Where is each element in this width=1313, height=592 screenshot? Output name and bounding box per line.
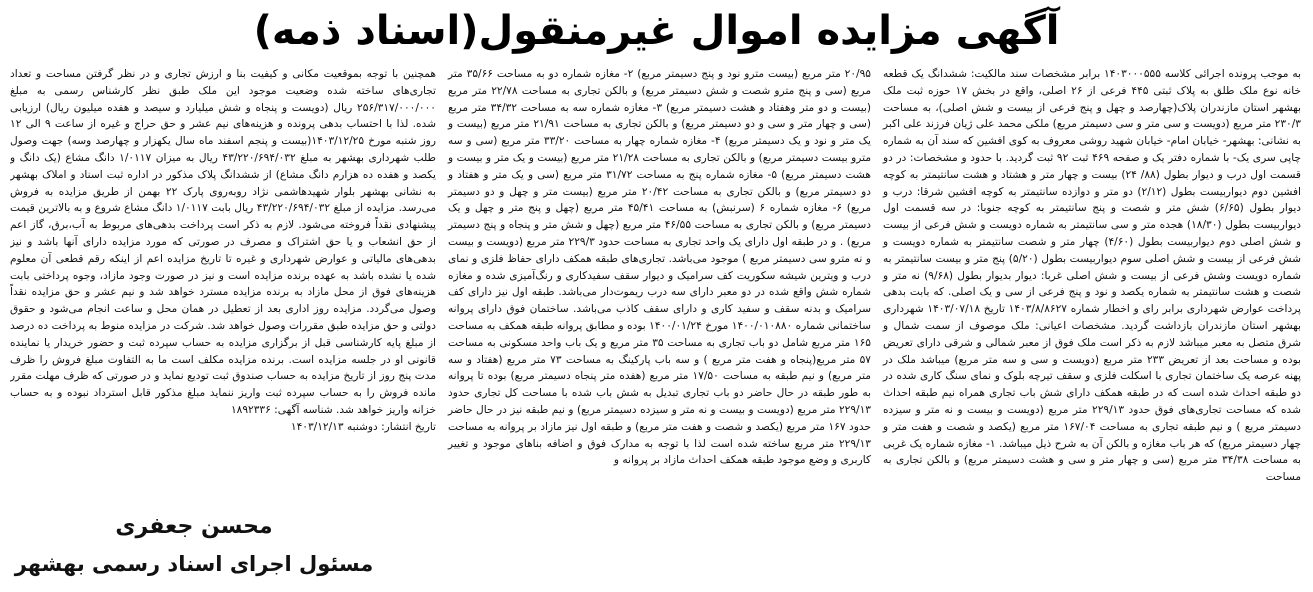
notice-columns (4, 66, 1307, 588)
notice-column-2 (442, 66, 877, 588)
column-3-paragraph: همچنین با توجه بموقعیت مکانی و کیفیت بنا و ارزش تجاری و در نظر گرفتن مساحت و تعداد تجاری‌های ساخته شده وضعیت موجود این ملک طبق نظر کارشناس رسمی به مبلغ ۲۵۶/۳۱۷/۰۰۰/۰۰۰ ریال (دویست و پنجاه و شش میلیارد و سیصد و هفده میلیون ریال) ارزیابی شده. لذا با احتساب بدهی پرونده و هزینه‌های نیم عشر و حق حراج و غیره از ساعت ۹ الی ۱۲ روز شنبه مورخ ۱۴۰۳/۱۲/۲۵(بیست و پنجم اسفند ماه سال یکهزار و چهارصد وسه) جهت وصول طلب شهرداری بهشهر به مبلغ ۴۳/۲۲۰/۶۹۴/۰۳۲ ریال به میزان ۱/۰۱۱۷ دانگ مشاع (یک دانگ و یکصد و هفده ده هزارم دانگ مشاع) از ششدانگ پلاک مذکور در اداره ثبت اسناد و املاک بهشهر به نشانی بهشهر بلوار شهیدهاشمی نژاد روبه‌روی پارک ۲۲ بهمن از طریق مزایده به فروش می‌رسد. مزایده از مبلغ ۴۳/۲۲۰/۶۹۴/۰۳۲ ریال بابت ۱/۰۱۱۷ دانگ مشاع شروع و به بالاترین قیمت پیشنهادی نقداً فروخته می‌شود. لازم به ذکر است پرداخت بدهی‌های مربوط به آب،برق، گاز اعم از حق انشعاب و یا حق اشتراک و مصرف در صورتی که مورد مزایده دارای آنها باشد و نیز بدهی‌های مالیاتی و عوارض شهرداری و غیره تا تاریخ مزایده اعم از اینکه رقم قطعی آن معلوم شده یا نشده باشد به عهده برنده مزایده است و نیز در صورت وجود مازاد، وجوه پرداختی بابت هزینه‌های فوق از محل مازاد به برنده مزایده مسترد خواهد شد و نیم عشر و حق مزایده نقداً وصول می‌گردد. مزایده روز اداری بعد از تعطیل در همان محل و ساعت انجام می‌شود و حقوق دولتی و حق مزایده طبق مقررات وصول خواهد شد. شرکت در مزایده منوط به پرداخت ده درصد از مبلغ پایه کارشناسی قبل از برگزاری مزایده به حساب سپرده ثبت و حضور خریدار یا نماینده قانونی او در جلسه مزایده است. برنده مزایده مکلف است ما به التفاوت مبلغ فروش را ظرف مدت پنج روز از تاریخ مزایده به حساب صندوق ثبت تودیع نماید و در صورتی که ظرف مهلت مقرر مانده فروش را به حساب سپرده ثبت واریز ننماید مبلغ مذکور قابل استرداد نبوده و به حساب خزانه واریز خواهد شد. شناسه آگهی: ۱۸۹۲۳۳۶ (10, 68, 436, 416)
notice-title: آگهی مزایده اموال غیرمنقول(اسناد ذمه) (253, 8, 1060, 54)
notice-column-1 (877, 66, 1307, 588)
publication-date: تاریخ انتشار: دوشنبه ۱۴۰۳/۱۲/۱۳ (290, 420, 436, 433)
column-1-paragraph: به موجب پرونده اجرائی کلاسه ۱۴۰۳۰۰۰۵۵۵ برابر مشخصات سند مالکیت: ششدانگ یک قطعه خانه نوع ملک طلق به پلاک ثبتی ۴۴۵ فرعی از ۲۶ اصلی، واقع در بخش ۱۷ حوزه ثبت ملک بهشهر استان مازندران پلاک(چهارصد و چهل و پنج فرعی از بیست و شش اصلی)، به مساحت ۲۳۰/۳ متر مربع (دویست و سی متر و سی دسیمتر مربع) ملکی محمد علی ژیان فرزند علی اکبر به نشانی: بهشهر- خیابان امام- خیابان شهید روشی معروف به کوی افشین که سند آن به شماره چاپی سری یک- با شماره دفتر یک و صفحه ۴۶۹ ثبت ۹۲ ثبت گردید. با حدود و مشخصات: در دو قسمت اول درب و دیوار بطول (۸۸/ ۲۴) بیست و چهار متر و هشتاد و هشت سانتیمتر به کوچه افشین دوم دیواربیست بطول (۲/۱۲) دو متر و دوازده سانتیمتر به کوچه افشین شرقا: درب و دیوار بطول (۶/۶۵) شش متر و شصت و پنج سانتیمتر به کوچه جنوبا: در سه قسمت اول دیواربیست بطول (۱۸/۳۰) هجده متر و سی سانتیمتر به شماره دویست و شش فرعی از بیست و شش اصلی دوم دیواربیست بطول (۴/۶۰) چهار متر و شصت سانتیمتر به شماره دویست و شش فرعی از بیست و شش اصلی سوم دیواربیست بطول (۵/۲۰) پنج متر و بیست سانتیمتر به شماره دویست وشش فرعی از بیست و شش اصلی غربا: دیوار بدیوار بطول (۹/۶۸) نه متر و شصت و هشت سانتیمتر به شماره یکصد و نود و پنج فرعی از سی و یک اصلی. که بابت بدهی پرداخت عوارض شهرداری برابر رای و اخطار شماره ۱۴۰۳/۸/۸۶۲۷ تاریخ ۱۴۰۳/۰۷/۱۸ شهرداری بهشهر استان مازندران بازداشت گردید. مشخصات اعیانی: ملک موصوف از سمت شمال و شرق متصل به معبر میباشد لازم به ذکر است ملک فوق از معبر شمالی و شرقی دارای تعریض بوده و مساحت بعد از تعریض ۲۳۳ متر مربع (دویست و سی و سه متر مربع) میباشد ملک در پهنه عرصه یک ساختمان تجاری با اسکلت فلزی و سقف تیرچه بلوک و نمای سنگ کاری شده در دو طبقه احداث شده است که در طبقه همکف دارای شش باب تجاری همراه نیم طبقه احداث شده که مساحت تجاری‌های فوق حدود ۲۲۹/۱۳ متر مربع (دویست و بیست و نه متر و سیزده دسیمتر مربع ) و نیم طبقه تجاری به مساحت ۱۶۷/۰۴ متر مربع (یکصد و شصت و هفت متر و چهار دسیمتر مربع) که هر باب مغازه و بالکن آن به شرح ذیل میباشد. ۱- مغازه شماره یک غربی به مساحت ۳۴/۳۸ متر مربع (سی و چهار متر و سی و هشت دسیمتر مربع) و بالکن تجاری به مساحت (883, 68, 1302, 484)
column-3-text (10, 66, 436, 508)
column-2-paragraph: ۲۰/۹۵ متر مربع (بیست مترو نود و پنج دسیمتر مربع) ۲- مغازه شماره دو به مساحت ۳۵/۶۶ متر مربع (سی و پنج مترو شصت و شش دسیمتر مربع) و بالکن تجاری به مساحت ۲۲/۷۸ متر مربع (بیست و دو متر وهفتاد و هشت دسیمتر مربع) ۳- مغازه شماره سه به مساحت ۳۴/۳۲ متر مربع (سی و چهار متر و سی و دو دسیمتر مربع) و بالکن تجاری به مساحت ۲۱/۹۱ متر مربع (بیست و یک متر و نود و یک دسیمتر مربع) ۴- مغازه شماره چهار به مساحت ۳۳/۲۰ متر مربع (سی و سه مترو بیست دسیمتر مربع) و بالکن تجاری به مساحت ۲۱/۲۸ متر مربع (بیست و یک متر و بیست و هشت دسیمتر مربع) ۵- مغازه شماره پنج به مساحت ۳۱/۷۲ متر مربع (سی و یک متر و هفتاد و دو دسیمتر مربع) و بالکن تجاری به مساحت ۲۰/۴۲ متر مربع (بیست متر و چهل و دو دسیمتر مربع) ۶- مغازه شماره ۶ (سرنبش) به مساحت ۴۵/۴۱ متر مربع (چهل و پنج متر و چهل و یک دسیمتر مربع) و بالکن تجاری به مساحت ۴۶/۵۵ متر مربع (چهل و شش متر و پنجاه و پنج دسیمتر مربع) . و در طبقه اول دارای یک واحد تجاری به مساحت حدود ۲۲۹/۳ متر مربع (دویست و بیست و نه مترو سی دسیمتر مربع ) موجود می‌باشد. تجاری‌های طبقه همکف دارای حفاظ فلزی و نمای درب و ویترین شیشه سکوریت کف سرامیک و دیوار سقف سفیدکاری و رنگ‌آمیزی شده و مغازه شماره شش واقع شده در دو معبر دارای سه درب ریموت‌دار می‌باشد. طبقه اول نیز دارای کف سرامیک و بدنه سقف و سفید کاری و دارای سقف کاذب می‌باشد. ساختمان فوق دارای پروانه ساختمانی شماره ۱۴۰۰/۰۱۰۸۸۰ مورخ ۱۴۰۰/۰۱/۲۴ بوده و مطابق پروانه طبقه همکف به مساحت ۱۶۵ متر مربع شامل دو باب تجاری به مساحت ۳۵ متر مربع و یک باب واحد مسکونی به مساحت ۵۷ متر مربع(پنجاه و هفت متر مربع ) و سه باب پارکینگ به مساحت ۷۳ متر مربع (هفتاد و سه متر مربع) و نیم طبقه به مساحت ۱۷/۵۰ متر مربع (هفده متر پنجاه دسیمتر مربع) بوده تا پروانه به طور طبقه در حال حاضر دو باب تجاری تبدیل به شش باب شده با مساحت کل تجاری حدود ۲۲۹/۱۳ متر مربع (دویست و بیست و نه متر و سیزده دسیمتر مربع) و نیم طبقه نیز در حال حاضر حدود ۱۶۷ متر مربع (یکصد و شصت و هفت متر مربع) و طبقه اول نیز مازاد بر پروانه به مساحت ۲۲۹/۱۳ متر مربع ساخته شده است لذا با توجه به مدارک فوق و اضافه بناهای موجود و تغییر کاربری و وضع موجود طبقه همکف احداث مازاد بر پروانه و (448, 68, 872, 467)
signatory-role: مسئول اجرای اسناد رسمی بهشهر (14, 552, 374, 576)
signature-block (14, 512, 374, 578)
signatory-name: محسن جعفری (115, 514, 273, 539)
notice-column-3 (4, 66, 442, 588)
